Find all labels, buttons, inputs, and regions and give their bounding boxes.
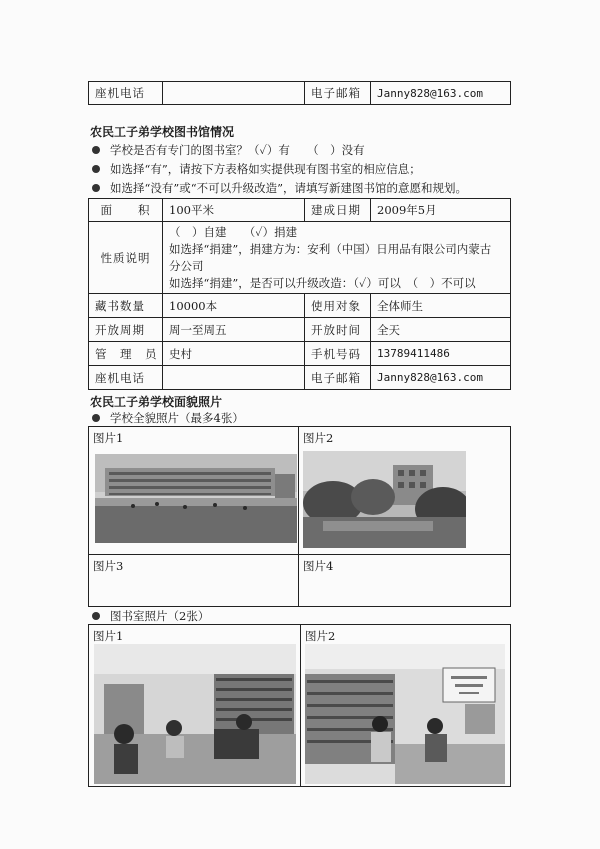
library-section-title: 农民工子弟学校图书馆情况 [90,125,235,139]
library-photo-cell-1 [89,625,301,787]
nature-line-1: （ ）自建 （✓）捐建 [169,224,298,239]
nature-value [163,222,511,294]
photos-section-title: 农民工子弟学校面貌照片 [90,395,223,409]
library-email-label: 电子邮箱 [305,366,371,390]
library-phone-label: 座机电话 [89,366,163,390]
library-photos-heading [92,608,209,624]
library-phone-value [163,366,305,390]
bullet-icon [92,165,100,173]
contact-table-top [88,81,511,105]
bullet-icon [92,184,100,192]
built-date-value: 2009年5月 [371,199,511,222]
area-value: 100平米 [163,199,305,222]
campus-photo-cell-1 [89,427,299,555]
campus-photo-1 [95,454,297,543]
campus-photo-cell-4 [299,555,511,607]
bullet-icon [92,146,100,154]
built-date-label: 建成日期 [305,199,371,222]
library-photo-grid [88,624,511,787]
library-photo-cell-2 [301,625,511,787]
library-question-3-text: 如选择“没有”或“不可以升级改造”，请填写新建图书馆的意愿和规划。 [110,181,468,195]
campus-photo-caption-4: 图片4 [303,559,334,573]
library-photo-caption-1: 图片1 [93,629,124,643]
library-question-3 [92,180,467,196]
open-time-value: 全天 [371,318,511,342]
campus-photo-cell-3 [89,555,299,607]
library-question-2 [92,161,421,177]
nature-label: 性质说明 [89,222,163,294]
open-period-value: 周一至周五 [163,318,305,342]
library-question-1 [92,142,365,158]
campus-photo-grid [88,426,511,607]
email-value: Janny828@163.com [371,82,511,105]
nature-line-4: 如选择“捐建”，是否可以升级改造：（✓）可以 （ ）不可以 [169,275,476,290]
library-info-table [88,198,511,390]
campus-photos-heading [92,410,244,426]
mobile-value: 13789411486 [371,342,511,366]
nature-line-3: 分公司 [169,258,204,273]
campus-photo-caption-3: 图片3 [93,559,124,573]
manager-label: 管 理 员 [89,342,163,366]
campus-photo-cell-2 [299,427,511,555]
users-label: 使用对象 [305,294,371,318]
mobile-label: 手机号码 [305,342,371,366]
library-question-1-text: 学校是否有专门的图书室？（✓）有 （ ）没有 [110,143,365,157]
library-question-2-text: 如选择“有”，请按下方表格如实提供现有图书室的相应信息； [110,162,421,176]
users-value: 全体师生 [371,294,511,318]
nature-line-2: 如选择“捐建”，捐建方为：安利（中国）日用品有限公司内蒙古 [169,241,492,256]
library-photos-heading-text: 图书室照片（2张） [110,609,210,623]
campus-photo-caption-2: 图片2 [303,431,334,445]
bullet-icon [92,612,100,620]
library-photo-2 [305,644,505,784]
open-time-label: 开放时间 [305,318,371,342]
campus-photos-heading-text: 学校全貌照片（最多4张） [110,411,244,425]
email-label: 电子邮箱 [305,82,371,105]
books-label: 藏书数量 [89,294,163,318]
manager-value: 史村 [163,342,305,366]
bullet-icon [92,414,100,422]
library-photo-caption-2: 图片2 [305,629,336,643]
phone-label: 座机电话 [89,82,163,105]
campus-photo-caption-1: 图片1 [93,431,124,445]
library-email-value: Janny828@163.com [371,366,511,390]
campus-photo-2 [303,451,466,548]
area-label: 面 积 [89,199,163,222]
phone-value [163,82,305,105]
books-value: 10000本 [163,294,305,318]
library-photo-1 [94,644,296,784]
open-period-label: 开放周期 [89,318,163,342]
